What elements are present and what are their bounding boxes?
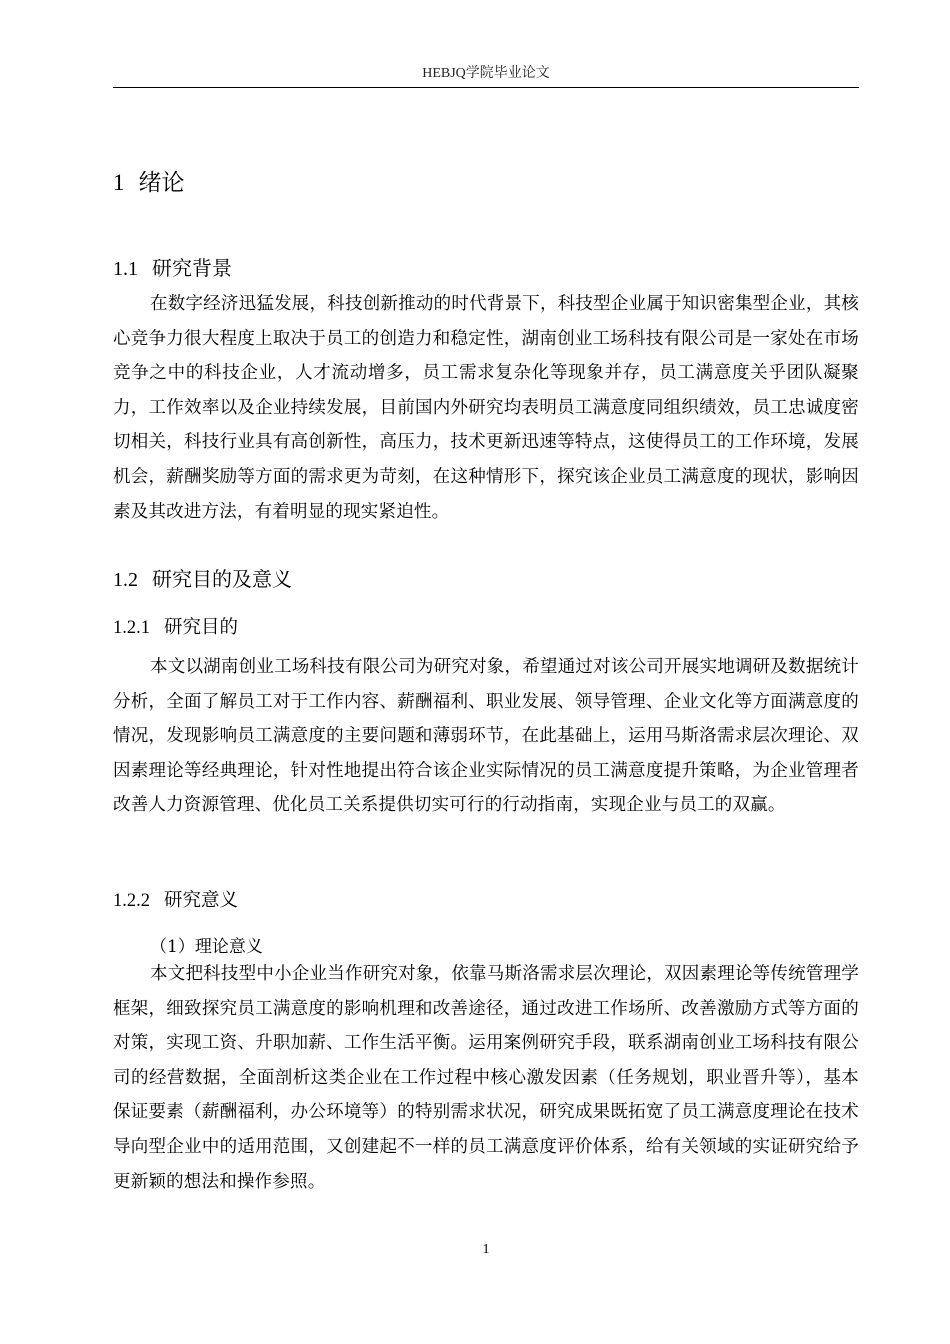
section-title: 研究目的及意义: [152, 567, 292, 591]
header-divider: [113, 87, 859, 88]
subsection-title: 研究意义: [164, 890, 239, 911]
chapter-heading: [113, 164, 185, 197]
subsection-number: 1.2.1: [113, 618, 150, 638]
page-header: HEBJQ学院毕业论文: [422, 66, 550, 81]
section-heading-1-2: [113, 563, 292, 592]
theory-significance-label: （1）理论意义: [150, 937, 263, 957]
page-number: 1: [482, 1242, 490, 1257]
subsection-title: 研究目的: [164, 617, 239, 638]
paragraph-significance: 本文把科技型中小企业当作研究对象，依靠马斯洛需求层次理论，双因素理论等传统管理学框架，细致探究员工满意度的影响机理和改善途径，通过改进工作场所、改善激励方式等方面的对策，实现工资、升职加薪、工作生活平衡。运用案例研究手段，联系湖南创业工场科技有限公司的经营数据，全面剖析这类企业在工作过程中核心激发因素（任务规划，职业晋升等），基本保证要素（薪酬福利，办公环境等）的特别需求状况，研究成果既拓宽了员工满意度理论在技术导向型企业中的适用范围，又创建起不一样的员工满意度评价体系，给有关领域的实证研究给予更新颖的想法和操作参照。: [113, 964, 859, 1192]
paragraph-purpose: 本文以湖南创业工场科技有限公司为研究对象，希望通过对该公司开展实地调研及数据统计分析，全面了解员工对于工作内容、薪酬福利、职业发展、领导管理、企业文化等方面满意度的情况，发现影响员工满意度的主要问题和薄弱环节，在此基础上，运用马斯洛需求层次理论、双因素理论等经典理论，针对性地提出符合该企业实际情况的员工满意度提升策略，为企业管理者改善人力资源管理、优化员工关系提供切实可行的行动指南，实现企业与员工的双赢。: [113, 657, 859, 816]
subsection-heading-1-2-2: [113, 886, 238, 912]
section-title: 研究背景: [152, 256, 232, 280]
section-number: 1.2: [113, 569, 138, 591]
subsection-number: 1.2.2: [113, 891, 150, 911]
chapter-number: 1: [113, 170, 125, 195]
section-number: 1.1: [113, 258, 138, 280]
subsection-heading-1-2-1: [113, 613, 238, 639]
section-heading-1-1: [113, 252, 232, 281]
paragraph-background: 在数字经济迅猛发展，科技创新推动的时代背景下，科技型企业属于知识密集型企业，其核心竞争力很大程度上取决于员工的创造力和稳定性，湖南创业工场科技有限公司是一家处在市场竞争之中的科技企业，人才流动增多，员工需求复杂化等现象并存，员工满意度关乎团队凝聚力，工作效率以及企业持续发展，目前国内外研究均表明员工满意度同组织绩效，员工忠诚度密切相关，科技行业具有高创新性，高压力，技术更新迅速等特点，这使得员工的工作环境，发展机会，薪酬奖励等方面的需求更为苛刻，在这种情形下，探究该企业员工满意度的现状，影响因素及其改进方法，有着明显的现实紧迫性。: [113, 294, 859, 522]
chapter-title: 绪论: [138, 170, 185, 196]
